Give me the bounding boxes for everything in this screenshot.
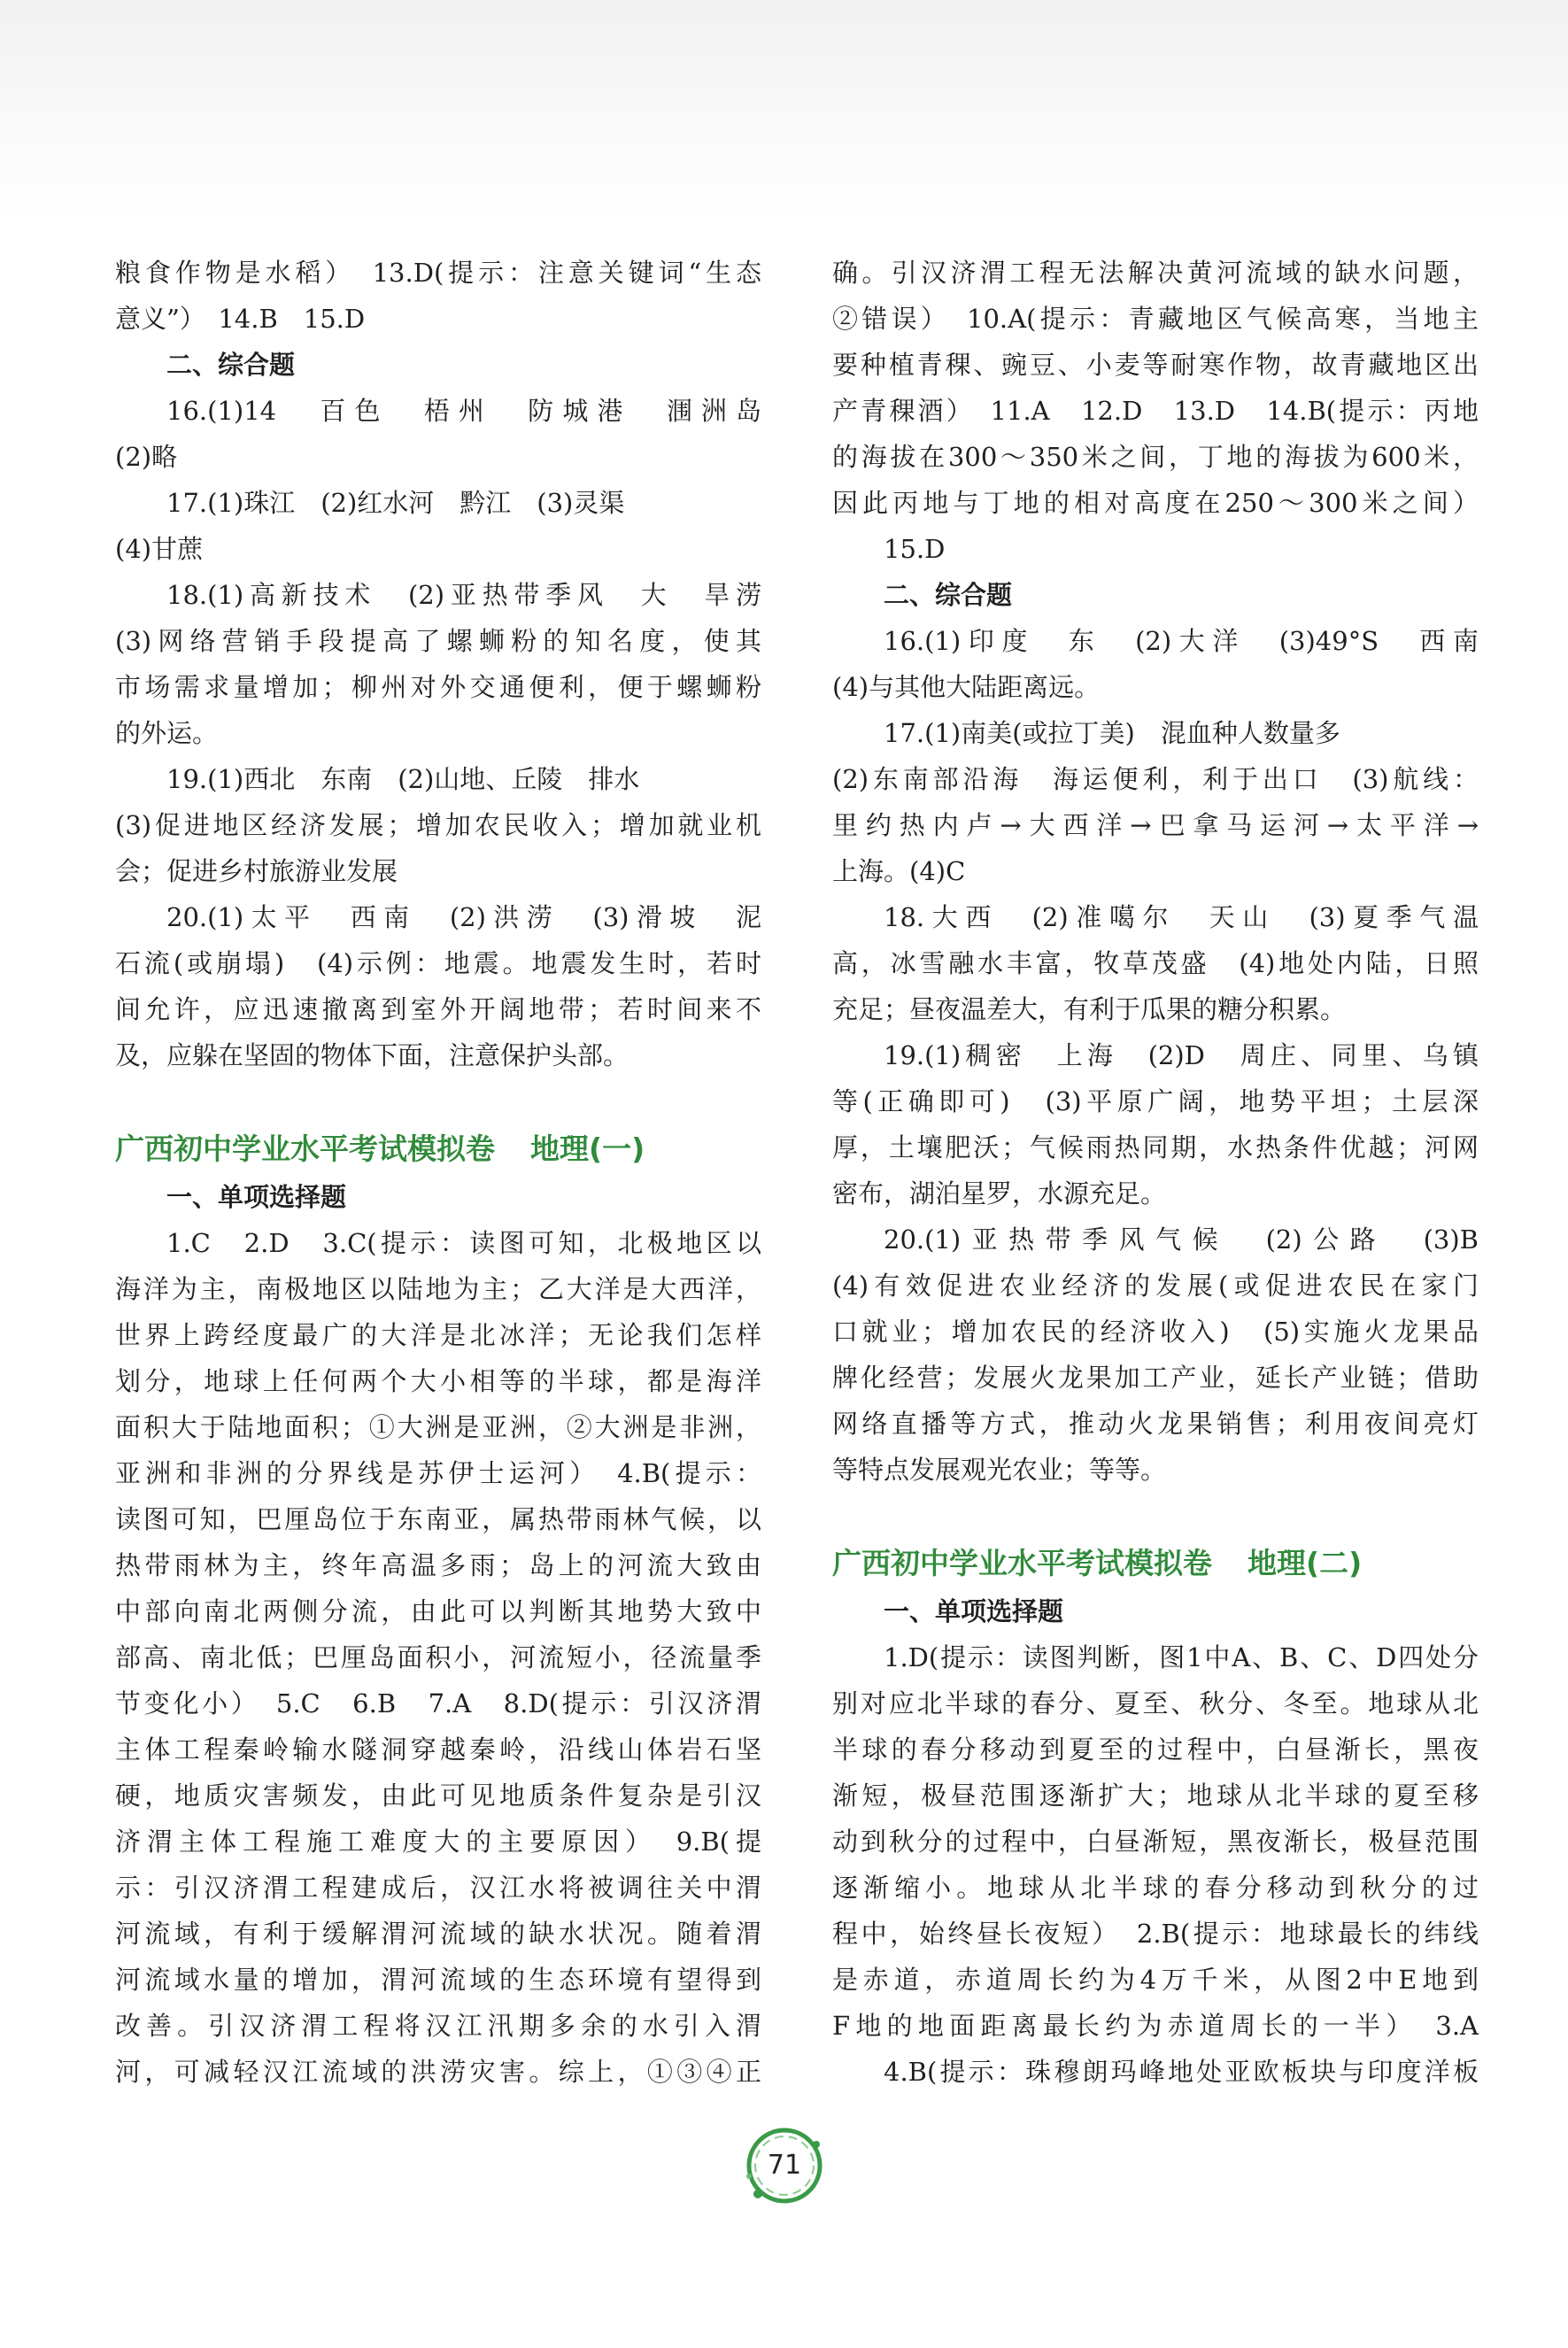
answer-text-line: 逐渐缩小。地球从北半球的春分移动到秋分的过 (832, 1873, 1479, 1903)
answer-text-line: 河流域，有利于缓解渭河流域的缺水状况。随着渭 (115, 1919, 761, 1949)
section-title-text: 广西初中学业水平考试模拟卷 (832, 1546, 1212, 1580)
answer-text-line: (2)东南部沿海 海运便利，利于出口 (3)航线： (832, 764, 1479, 794)
answer-text-line: 的海拔在300～350米之间，丁地的海拔为600米， (832, 442, 1479, 472)
answer-text-line: 程中，始终昼长夜短） 2.B(提示：地球最长的纬线 (832, 1919, 1479, 1949)
answer-text-line: 因此丙地与丁地的相对高度在250～300米之间） (832, 488, 1479, 518)
answer-text-line: 读图可知，巴厘岛位于东南亚，属热带雨林气候，以 (115, 1504, 761, 1534)
subsection-heading: 二、综合题 (884, 580, 1013, 610)
answer-text-line: 产青稞酒） 11.A 12.D 13.D 14.B(提示：丙地 (832, 396, 1479, 426)
answer-text-line: 17.(1)珠江 (2)红水河 黔江 (3)灵渠 (166, 488, 625, 518)
answer-text-line: 示：引汉济渭工程建成后，汉江水将被调往关中渭 (115, 1873, 761, 1903)
answer-text-line: 要种植青稞、豌豆、小麦等耐寒作物，故青藏地区出 (832, 350, 1479, 380)
answer-text-line: 等(正确即可) (3)平原广阔，地势平坦；土层深 (832, 1086, 1479, 1116)
answer-text-line: (3)网络营销手段提高了螺蛳粉的知名度，使其 (115, 626, 761, 656)
section-title (115, 1124, 761, 1174)
page-number: 71 (767, 2150, 802, 2181)
answer-text-line: 改善。引汉济渭工程将汉江汛期多余的水引入渭 (115, 2011, 761, 2041)
left-column (115, 250, 761, 2095)
answer-text-line: 主体工程秦岭输水隧洞穿越秦岭，沿线山体岩石坚 (115, 1734, 761, 1765)
answer-text-line: 半球的春分移动到夏至的过程中，白昼渐长，黑夜 (832, 1734, 1479, 1765)
section-gap (115, 1078, 761, 1101)
answer-text-line: 会；促进乡村旅游业发展 (115, 856, 398, 886)
answer-text-line: 密布，湖泊星罗，水源充足。 (832, 1178, 1167, 1209)
answer-text-line: ②错误） 10.A(提示：青藏地区气候高寒，当地主 (832, 304, 1479, 334)
answer-text-line: 河流域水量的增加，渭河流域的生态环境有望得到 (115, 1965, 761, 1995)
answer-text-line: 部高、南北低；巴厘岛面积小，河流短小，径流量季 (115, 1642, 761, 1672)
answer-text-line: 17.(1)南美(或拉丁美) 混血种人数量多 (884, 718, 1340, 748)
section-gap (832, 1493, 1479, 1516)
answer-text-line: 确。引汉济渭工程无法解决黄河流域的缺水问题， (832, 258, 1479, 288)
section-title-subject: 地理(一) (530, 1132, 645, 1166)
answer-text-line: 海洋为主，南极地区以陆地为主；乙大洋是大西洋， (115, 1274, 761, 1304)
subsection-heading: 一、单项选择题 (884, 1596, 1064, 1626)
answer-text-line: 15.D (884, 534, 946, 564)
answer-text-line: 意义”） 14.B 15.D (115, 304, 366, 334)
answer-text-line: 18.大西 (2)准噶尔 天山 (3)夏季气温 (884, 902, 1479, 932)
answer-text-line: 及，应躲在坚固的物体下面，注意保护头部。 (115, 1040, 630, 1070)
answer-text-line: 世界上跨经度最广的大洋是北冰洋；无论我们怎样 (115, 1320, 761, 1350)
subsection-heading: 二、综合题 (166, 350, 296, 380)
answer-text-line: 4.B(提示：珠穆朗玛峰地处亚欧板块与印度洋板 (884, 2057, 1479, 2087)
answer-text-line: 石流(或崩塌) (4)示例：地震。地震发生时，若时 (115, 948, 761, 978)
answer-text-line: (2)略 (115, 442, 178, 472)
answer-text-line: 19.(1)西北 东南 (2)山地、丘陵 排水 (166, 764, 640, 794)
answer-text-line: 间允许，应迅速撤离到室外开阔地带；若时间来不 (115, 994, 761, 1024)
answer-text-line: F地的地面距离最长约为赤道周长的一半） 3.A (832, 2011, 1479, 2041)
scan-header-band (0, 0, 1568, 221)
answer-text-line: 中部向南北两侧分流，由此可以判断其地势大致中 (115, 1596, 761, 1626)
answer-text-line: (4)有效促进农业经济的发展(或促进农民在家门 (832, 1271, 1479, 1301)
right-column (832, 250, 1479, 2095)
answer-text-line: 口就业；增加农民的经济收入) (5)实施火龙果品 (832, 1317, 1479, 1347)
section-title (832, 1539, 1479, 1588)
answer-text-line: (4)甘蔗 (115, 534, 204, 564)
answer-text-line: 里约热内卢→大西洋→巴拿马运河→太平洋→ (832, 810, 1479, 840)
answer-text-line: 是赤道，赤道周长约为4万千米，从图2中E地到 (832, 1965, 1479, 1995)
answer-text-line: 20.(1)太平 西南 (2)洪涝 (3)滑坡 泥 (166, 902, 761, 932)
section-title-subject: 地理(二) (1247, 1546, 1363, 1580)
answer-text-line: 粮食作物是水稻） 13.D(提示：注意关键词“生态 (115, 258, 761, 288)
page-number-badge (742, 2123, 827, 2208)
answer-text-line: 16.(1)14 百色 梧州 防城港 涠洲岛 (166, 396, 761, 426)
answer-text-line: 面积大于陆地面积；①大洲是亚洲，②大洲是非洲， (115, 1412, 761, 1442)
answer-text-line: 19.(1)稠密 上海 (2)D 周庄、同里、乌镇 (884, 1040, 1479, 1070)
answer-text-line: 河，可减轻汉江流域的洪涝灾害。综上，①③④正 (115, 2057, 761, 2087)
answer-text-line: 动到秋分的过程中，白昼渐短，黑夜渐长，极昼范围 (832, 1827, 1479, 1857)
answer-text-line: 20.(1)亚热带季风气候 (2)公路 (3)B (884, 1224, 1479, 1255)
answer-text-line: 的外运。 (115, 718, 219, 748)
answer-text-line: 高，冰雪融水丰富，牧草茂盛 (4)地处内陆，日照 (832, 948, 1479, 978)
answer-text-line: 牌化经营；发展火龙果加工产业，延长产业链；借助 (832, 1363, 1479, 1393)
answer-text-line: 等特点发展观光农业；等等。 (832, 1455, 1167, 1485)
answer-text-line: 1.C 2.D 3.C(提示：读图可知，北极地区以 (166, 1228, 761, 1258)
answer-text-line: 热带雨林为主，终年高温多雨；岛上的河流大致由 (115, 1550, 761, 1580)
answer-text-line: 别对应北半球的春分、夏至、秋分、冬至。地球从北 (832, 1688, 1479, 1719)
answer-text-line: (3)促进地区经济发展；增加农民收入；增加就业机 (115, 810, 761, 840)
answer-text-line: 网络直播等方式，推动火龙果销售；利用夜间亮灯 (832, 1409, 1479, 1439)
answer-text-line: 厚，土壤肥沃；气候雨热同期，水热条件优越；河网 (832, 1132, 1479, 1162)
answer-text-line: 上海。(4)C (832, 856, 966, 886)
answer-text-line: 划分，地球上任何两个大小相等的半球，都是海洋 (115, 1366, 761, 1396)
answer-text-line: 渐短，极昼范围逐渐扩大；地球从北半球的夏至移 (832, 1780, 1479, 1811)
answer-text-line: 16.(1)印度 东 (2)大洋 (3)49°S 西南 (884, 626, 1479, 656)
answer-text-line: 充足；昼夜温差大，有利于瓜果的糖分积累。 (832, 994, 1347, 1024)
answer-text-line: 济渭主体工程施工难度大的主要原因） 9.B(提 (115, 1827, 761, 1857)
answer-text-line: (4)与其他大陆距离远。 (832, 672, 1101, 702)
subsection-heading: 一、单项选择题 (166, 1182, 347, 1212)
answer-text-line: 亚洲和非洲的分界线是苏伊士运河） 4.B(提示： (115, 1458, 761, 1488)
answer-text-line: 市场需求量增加；柳州对外交通便利，便于螺蛳粉 (115, 672, 761, 702)
answer-text-line: 节变化小） 5.C 6.B 7.A 8.D(提示：引汉济渭 (115, 1688, 761, 1719)
section-title-text: 广西初中学业水平考试模拟卷 (115, 1132, 495, 1166)
answer-text-line: 18.(1)高新技术 (2)亚热带季风 大 旱涝 (166, 580, 761, 610)
answer-text-line: 1.D(提示：读图判断，图1中A、B、C、D四处分 (884, 1642, 1479, 1672)
answer-text-line: 硬，地质灾害频发，由此可见地质条件复杂是引汉 (115, 1780, 761, 1811)
